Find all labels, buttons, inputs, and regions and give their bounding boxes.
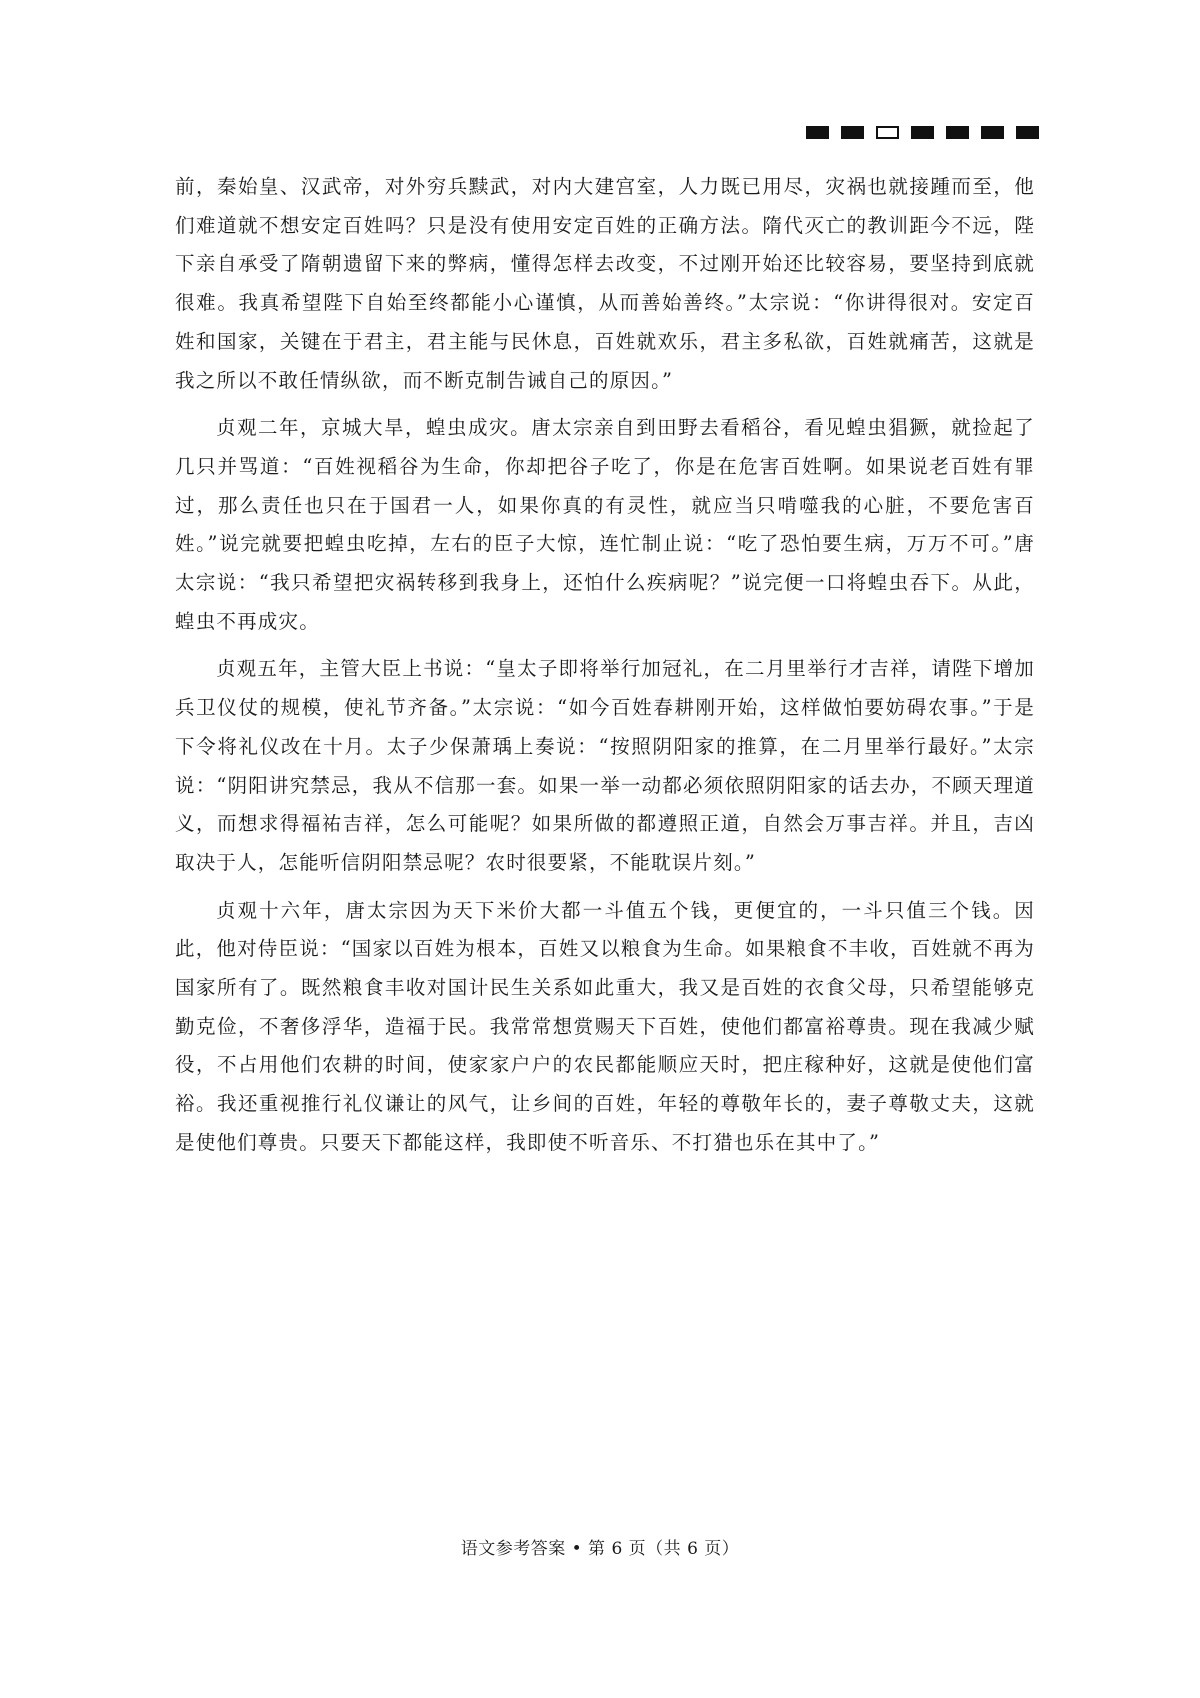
paragraph-zhenguan-5: 贞观五年，主管大臣上书说：“皇太子即将举行加冠礼，在二月里举行才吉祥，请陛下增加兵卫仪仗的规模，使礼节齐备。”太宗说：“如今百姓春耕刚开始，这样做怕要妨碍农事。”于是下令将礼仪改在十月。太子少保萧瑀上奏说：“按照阴阳家的推算，在二月里举行最好。”太宗说：“阴阳讲究禁忌，我从不信那一套。如果一举一动都必须依照阴阳家的话去办，不顾天理道义，而想求得福祐吉祥，怎么可能呢？如果所做的都遵照正道，自然会万事吉祥。并且，吉凶取决于人，怎能听信阴阳禁忌呢？农时很要紧，不能耽误片刻。” — [175, 657, 1035, 874]
header-mark-filled — [981, 126, 1004, 139]
header-mark-filled — [1016, 126, 1039, 139]
header-marks — [806, 126, 1039, 139]
paragraph-zhenguan-16: 贞观十六年，唐太宗因为天下米价大都一斗值五个钱，更便宜的，一斗只值三个钱。因此，他对侍臣说：“国家以百姓为根本，百姓又以粮食为生命。如果粮食不丰收，百姓就不再为国家所有了。既然粮食丰收对国计民生关系如此重大，我又是百姓的衣食父母，只希望能够克勤克俭，不奢侈浮华，造福于民。我常常想赏赐天下百姓，使他们都富裕尊贵。现在我减少赋役，不占用他们农耕的时间，使家家户户的农民都能顺应天时，把庄稼种好，这就是使他们富裕。我还重视推行礼仪谦让的风气，让乡间的百姓，年轻的尊敬年长的，妻子尊敬丈夫，这就是使他们尊贵。只要天下都能这样，我即使不听音乐、不打猎也乐在其中了。” — [175, 898, 1035, 1154]
paragraph-continuation: 前，秦始皇、汉武帝，对外穷兵黩武，对内大建宫室，人力既已用尽，灾祸也就接踵而至，他们难道就不想安定百姓吗？只是没有使用安定百姓的正确方法。隋代灭亡的教训距今不远，陛下亲自承受了隋朝遗留下来的弊病，懂得怎样去改变，不过刚开始还比较容易，要坚持到底就很难。我真希望陛下自始至终都能小心谨慎，从而善始善终。”太宗说：“你讲得很对。安定百姓和国家，关键在于君主，君主能与民休息，百姓就欢乐，君主多私欲，百姓就痛苦，这就是我之所以不敢任情纵欲，而不断克制告诫自己的原因。” — [175, 175, 1035, 392]
header-mark-hollow — [876, 126, 899, 139]
answer-text — [175, 168, 1035, 1163]
header-mark-filled — [946, 126, 969, 139]
paragraph-zhenguan-2: 贞观二年，京城大旱，蝗虫成灾。唐太宗亲自到田野去看稻谷，看见蝗虫猖獗，就捡起了几只并骂道：“百姓视稻谷为生命，你却把谷子吃了，你是在危害百姓啊。如果说老百姓有罪过，那么责任也只在于国君一人，如果你真的有灵性，就应当只啃噬我的心脏，不要危害百姓。”说完就要把蝗虫吃掉，左右的臣子大惊，连忙制止说：“吃了恐怕要生病，万万不可。”唐太宗说：“我只希望把灾祸转移到我身上，还怕什么疾病呢？”说完便一口将蝗虫吞下。从此，蝗虫不再成灾。 — [175, 416, 1035, 633]
page-footer: 语文参考答案 • 第 6 页（共 6 页） — [460, 1539, 740, 1559]
header-mark-filled — [806, 126, 829, 139]
header-mark-filled — [841, 126, 864, 139]
header-mark-filled — [911, 126, 934, 139]
